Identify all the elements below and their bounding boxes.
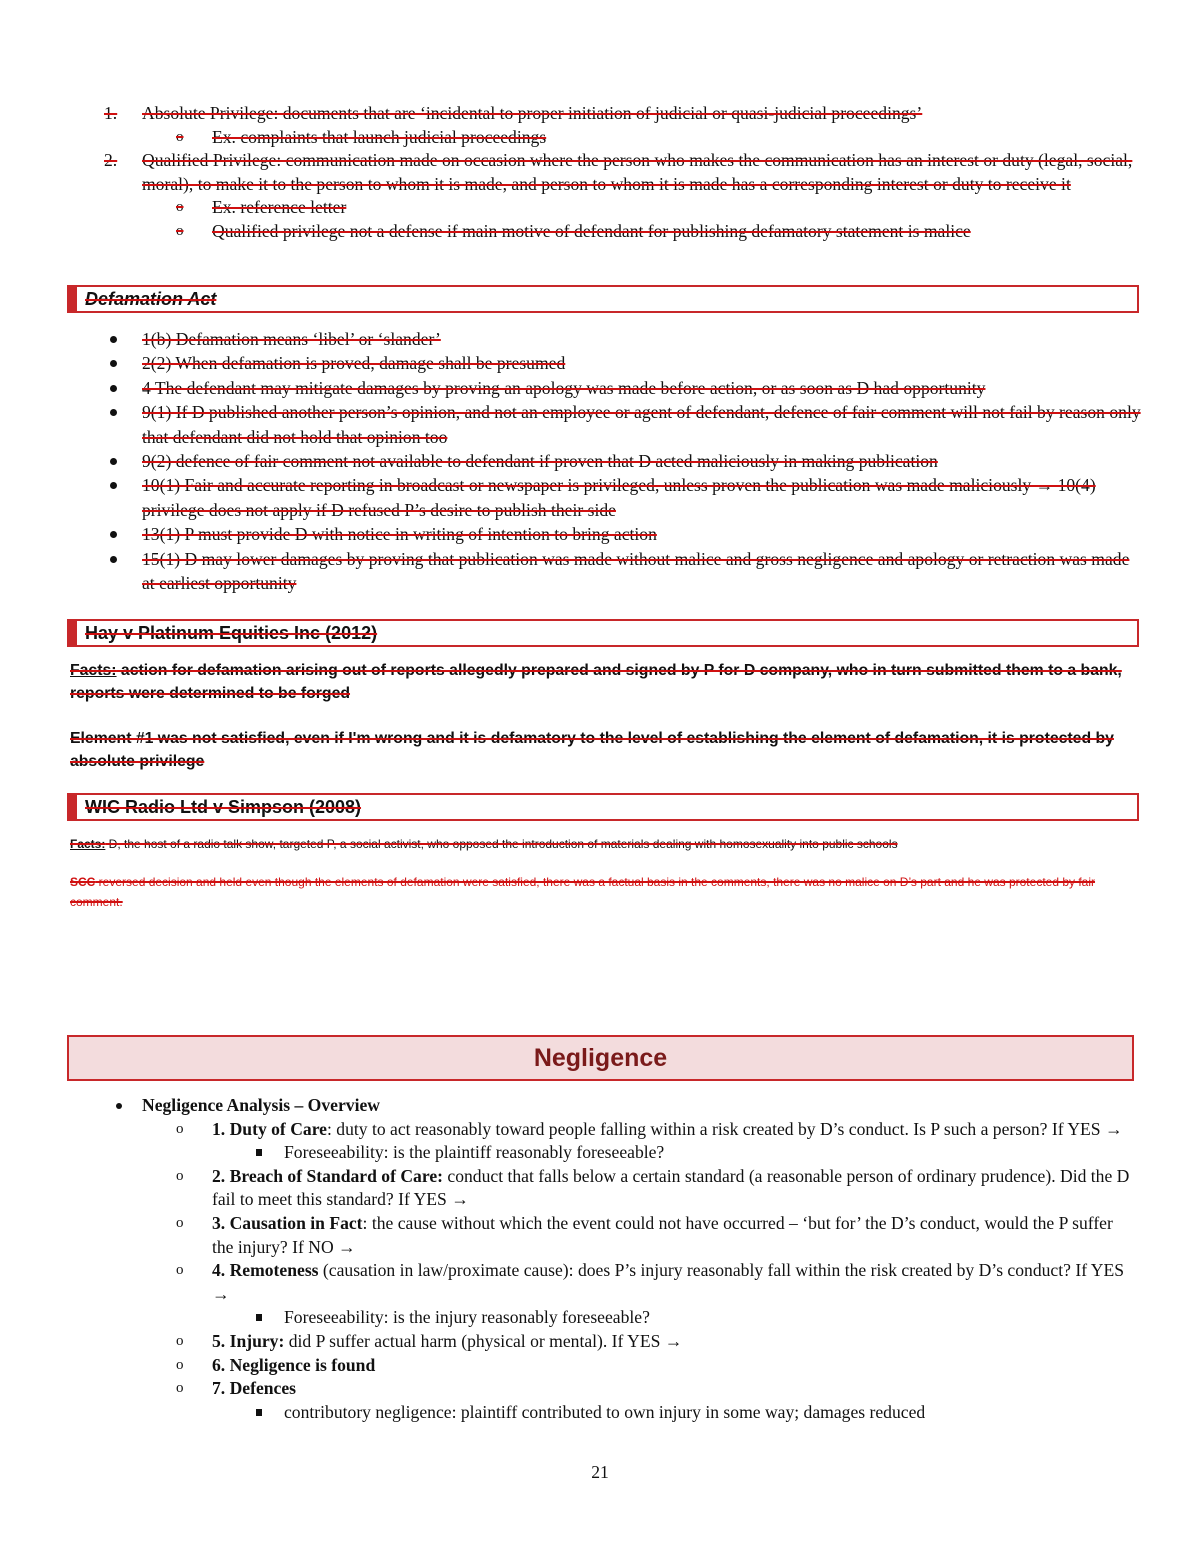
section-heading-hay-case: Hay v Platinum Equities Inc (2012) <box>67 619 1139 647</box>
wic-holding: SCC reversed decision and held even though the elements of defamation were satisfied, there was a factual basis in the comments, there was no malice on D’s part and he was protected by fair comment. <box>70 875 1096 909</box>
list-item: 2. Qualified Privilege: communication made on occasion where the person who makes the communication has an interest or duty (legal, social, moral), to make it to the person to whom it is made, and person to whom it is made has a corresponding interest or duty to receive it <box>104 150 1133 194</box>
step-causation: o 3. Causation in Fact: the cause without which the event could not have occurred – ‘but for’ the D’s conduct, would the P suffer the injury? If NO → <box>176 1212 1113 1257</box>
list-item: 13(1) P must provide D with notice in writing of intention to bring action <box>104 522 1144 546</box>
negligence-heading: Negligence <box>67 1035 1134 1081</box>
hay-holding: Element #1 was not satisfied, even if I'm wrong and it is defamatory to the level of establishing the element of defamation, it is protected by absolute privilege <box>70 730 1114 770</box>
step-negligence-found: o 6. Negligence is found <box>176 1354 376 1375</box>
wic-facts: Facts: D, the host of a radio talk show, targeted P, a social activist, who opposed the introduction of materials dealing with homosexuality into public schools <box>70 837 898 851</box>
section-heading-wic-case: WIC Radio Ltd v Simpson (2008) <box>67 793 1139 821</box>
list-item: 9(2) defence of fair comment not available to defendant if proven that D acted maliciously in making publication <box>104 449 1144 473</box>
sub-list-item: o Ex. complaints that launch judicial proceedings <box>176 126 547 147</box>
square-bullet-icon <box>248 1401 284 1425</box>
list-item: 2(2) When defamation is proved, damage shall be presumed <box>104 351 1144 375</box>
list-item: 9(1) If D published another person’s opinion, and not an employee or agent of defendant, defence of fair comment will not fail by reason only that defendant did not hold that opinion too <box>104 400 1144 449</box>
hay-facts: Facts: action for defamation arising out of reports allegedly prepared and signed by P for D company, who in turn submitted them to a bank, reports were determined to be forged <box>70 662 1122 702</box>
step-injury: o 5. Injury: did P suffer actual harm (physical or mental). If YES → <box>176 1330 683 1351</box>
bullet-icon <box>104 522 142 546</box>
step-duty-of-care: o 1. Duty of Care: duty to act reasonably toward people falling within a risk created by D’s conduct. Is P such a person? If YES → <box>176 1118 1123 1139</box>
list-item: 15(1) D may lower damages by proving that publication was made without malice and gross negligence and apology or retraction was made at earliest opportunity <box>104 547 1144 596</box>
negligence-list <box>104 1094 1134 1424</box>
bullet-icon <box>104 449 142 473</box>
sub-list-item: Foreseeability: is the plaintiff reasonably foreseeable? <box>248 1141 1134 1165</box>
square-bullet-icon <box>248 1141 284 1165</box>
defamation-act-list <box>104 327 1144 595</box>
section-heading-defamation-act: Defamation Act <box>67 285 1139 313</box>
square-bullet-icon <box>248 1306 284 1330</box>
list-item: 1(b) Defamation means ‘libel’ or ‘slander’ <box>104 327 1144 351</box>
list-item: Negligence Analysis – Overview <box>104 1094 1134 1118</box>
step-remoteness: o 4. Remoteness (causation in law/proximate cause): does P’s injury reasonably fall within the risk created by D’s conduct? If YES → <box>176 1260 1125 1304</box>
list-item: 10(1) Fair and accurate reporting in broadcast or newspaper is privileged, unless proven the publication was made maliciously → 10(4) privilege does not apply if D refused P’s desire to publish their side <box>104 473 1144 522</box>
step-breach: o 2. Breach of Standard of Care: conduct that falls below a certain standard (a reasonable person of ordinary prudence). Did the D fail to meet this standard? If YES → <box>176 1165 1130 1210</box>
sub-list-item: contributory negligence: plaintiff contributed to own injury in some way; damages reduced <box>248 1401 1134 1425</box>
sub-list-item: Foreseeability: is the injury reasonably foreseeable? <box>248 1306 1134 1330</box>
bullet-icon <box>104 327 142 351</box>
page-number: 21 <box>591 1462 609 1482</box>
sub-list-item: o Qualified privilege not a defense if main motive of defendant for publishing defamatory statement is malice <box>176 220 971 241</box>
list-item: 1. Absolute Privilege: documents that are ‘incidental to proper initiation of judicial or quasi-judicial proceedings’ <box>104 103 923 123</box>
bullet-icon <box>104 547 142 596</box>
sub-list-item: o Ex. reference letter <box>176 197 347 217</box>
bullet-icon <box>104 473 142 522</box>
bullet-icon <box>104 351 142 375</box>
bullet-icon <box>104 376 142 400</box>
bullet-icon <box>104 400 142 449</box>
step-defences: o 7. Defences <box>176 1378 297 1399</box>
privilege-list <box>104 102 1144 243</box>
list-item: 4 The defendant may mitigate damages by proving an apology was made before action, or as soon as D had opportunity <box>104 376 1144 400</box>
bullet-icon <box>104 1094 142 1118</box>
